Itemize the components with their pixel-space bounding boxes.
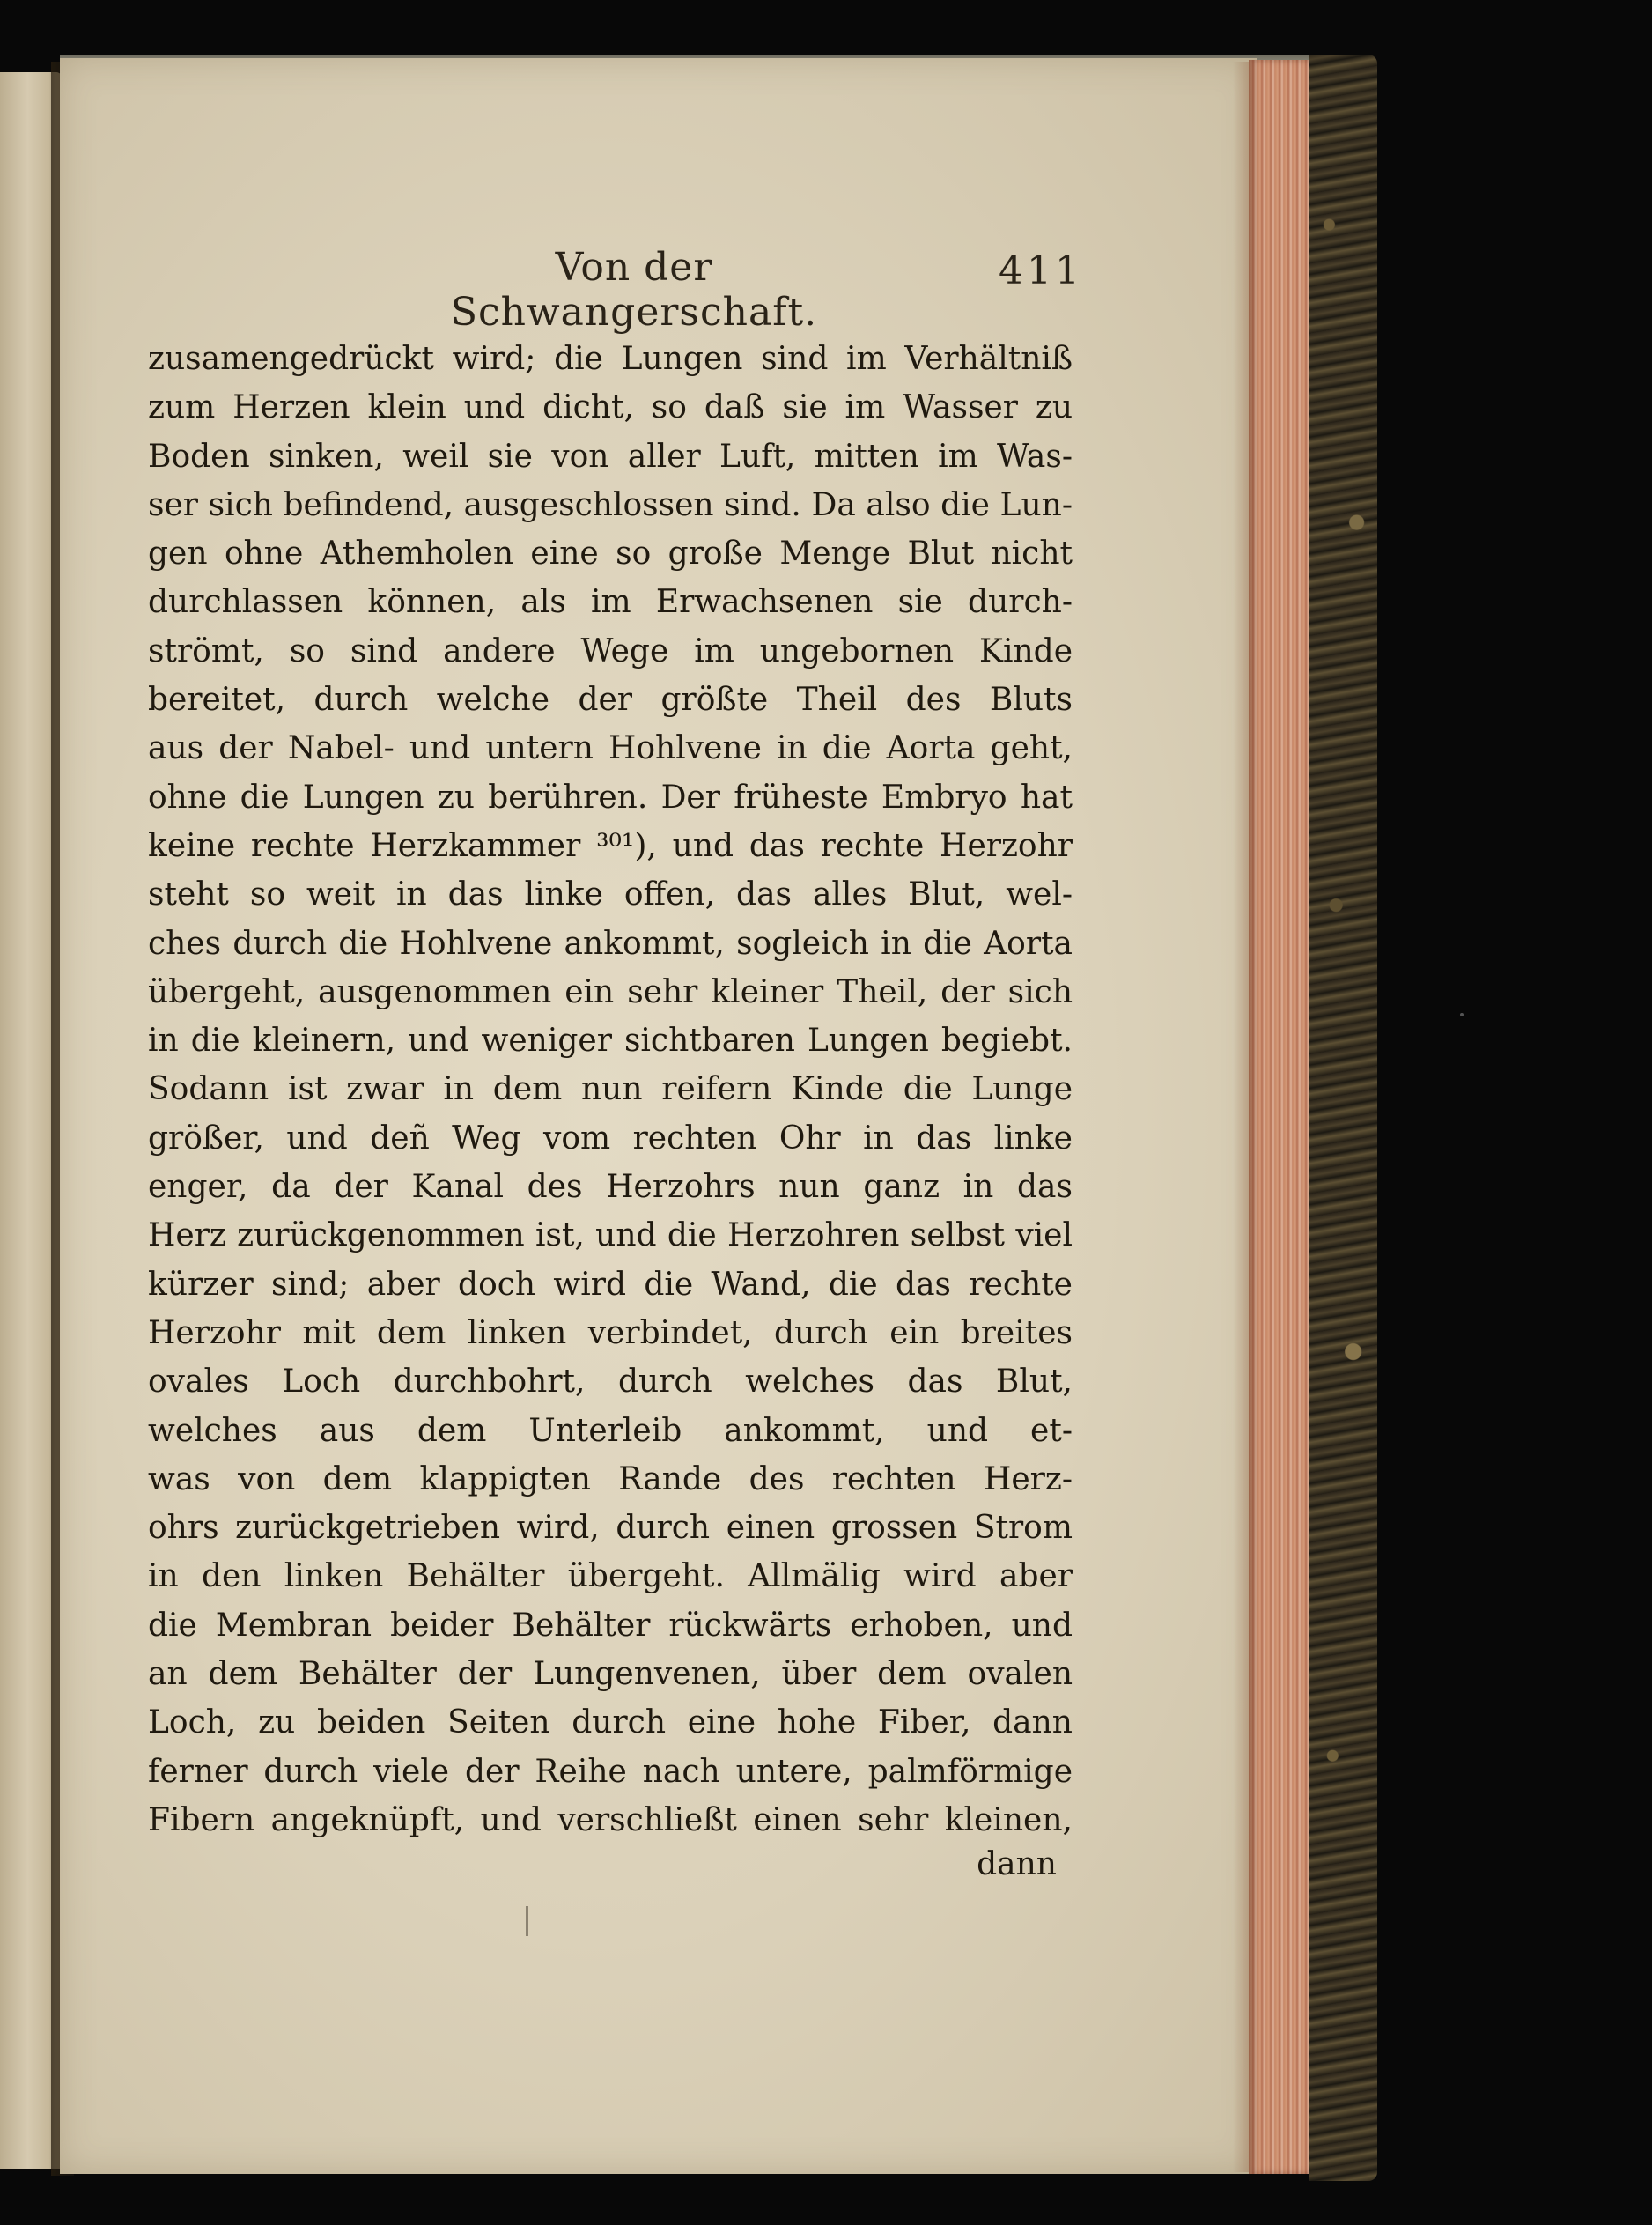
text-line: zusamengedrückt wird; die Lungen sind im Verhältniß: [148, 341, 1073, 377]
page-fore-edge: [1249, 60, 1310, 2174]
text-line: ches durch die Hohlvene ankommt, sogleich in die Aorta: [148, 925, 1073, 962]
text-line: die Membran beider Behälter rückwärts erhoben, und: [148, 1607, 1073, 1644]
page-number: 411: [999, 248, 1083, 293]
text-line: größer, und deñ Weg vom rechten Ohr in das linke: [148, 1120, 1073, 1157]
text-line: ohne die Lungen zu berühren. Der früheste Embryo hat: [148, 779, 1073, 816]
text-line: Herz zurückgenommen ist, und die Herzohren selbst viel: [148, 1217, 1073, 1254]
text-line: in den linken Behälter übergeht. Allmälig wird aber: [148, 1558, 1073, 1595]
text-line: durchlassen können, als im Erwachsenen sie durch-: [148, 584, 1073, 621]
text-line: Loch, zu beiden Seiten durch eine hohe Fiber, dann: [148, 1704, 1073, 1741]
text-line: Boden sinken, weil sie von aller Luft, mitten im Was-: [148, 438, 1073, 475]
text-line: ovales Loch durchbohrt, durch welches das Blut,: [148, 1364, 1073, 1401]
text-line: Sodann ist zwar in dem nun reifern Kinde die Lunge: [148, 1071, 1073, 1108]
text-line: enger, da der Kanal des Herzohrs nun ganz in das: [148, 1169, 1073, 1206]
text-line: aus der Nabel- und untern Hohlvene in die Aorta geht,: [148, 730, 1073, 767]
text-line: welches aus dem Unterleib ankommt, und et-: [148, 1412, 1073, 1449]
text-line: keine rechte Herzkammer ³⁰¹), und das rechte Herzohr: [148, 827, 1073, 864]
text-line: Fibern angeknüpft, und verschließt einen sehr kleinen,: [148, 1801, 1073, 1838]
text-line: in die kleinern, und weniger sichtbaren Lungen begiebt.: [148, 1023, 1073, 1060]
text-line: an dem Behälter der Lungenvenen, über dem ovalen: [148, 1656, 1073, 1693]
text-line: strömt, so sind andere Wege im ungebornen Kinde: [148, 632, 1073, 669]
stray-mark: [1460, 1013, 1464, 1016]
pencil-mark: [526, 1906, 528, 1936]
marbled-cover-board: [1309, 55, 1377, 2181]
text-line: Herzohr mit dem linken verbindet, durch ein breites: [148, 1314, 1073, 1351]
text-line: gen ohne Athemholen eine so große Menge Blut nicht: [148, 536, 1073, 573]
running-head: Von der Schwangerschaft.: [450, 245, 818, 335]
body-text: [148, 335, 1073, 1844]
text-line: ferner durch viele der Reihe nach untere, palmförmige: [148, 1753, 1073, 1790]
text-line: zum Herzen klein und dicht, so daß sie im Wasser zu: [148, 389, 1073, 426]
text-line: übergeht, ausgenommen ein sehr kleiner Theil, der sich: [148, 973, 1073, 1010]
text-line: ser sich befindend, ausgeschlossen sind. Da also die Lun-: [148, 486, 1073, 523]
text-line: bereitet, durch welche der größte Theil des Bluts: [148, 682, 1073, 719]
text-line: kürzer sind; aber doch wird die Wand, die das rechte: [148, 1266, 1073, 1303]
text-line: was von dem klappigten Rande des rechten Herz-: [148, 1460, 1073, 1497]
catchword: dann: [977, 1846, 1057, 1882]
text-line: ohrs zurückgetrieben wird, durch einen grossen Strom: [148, 1510, 1073, 1547]
text-line: steht so weit in das linke offen, das alles Blut, wel-: [148, 876, 1073, 913]
